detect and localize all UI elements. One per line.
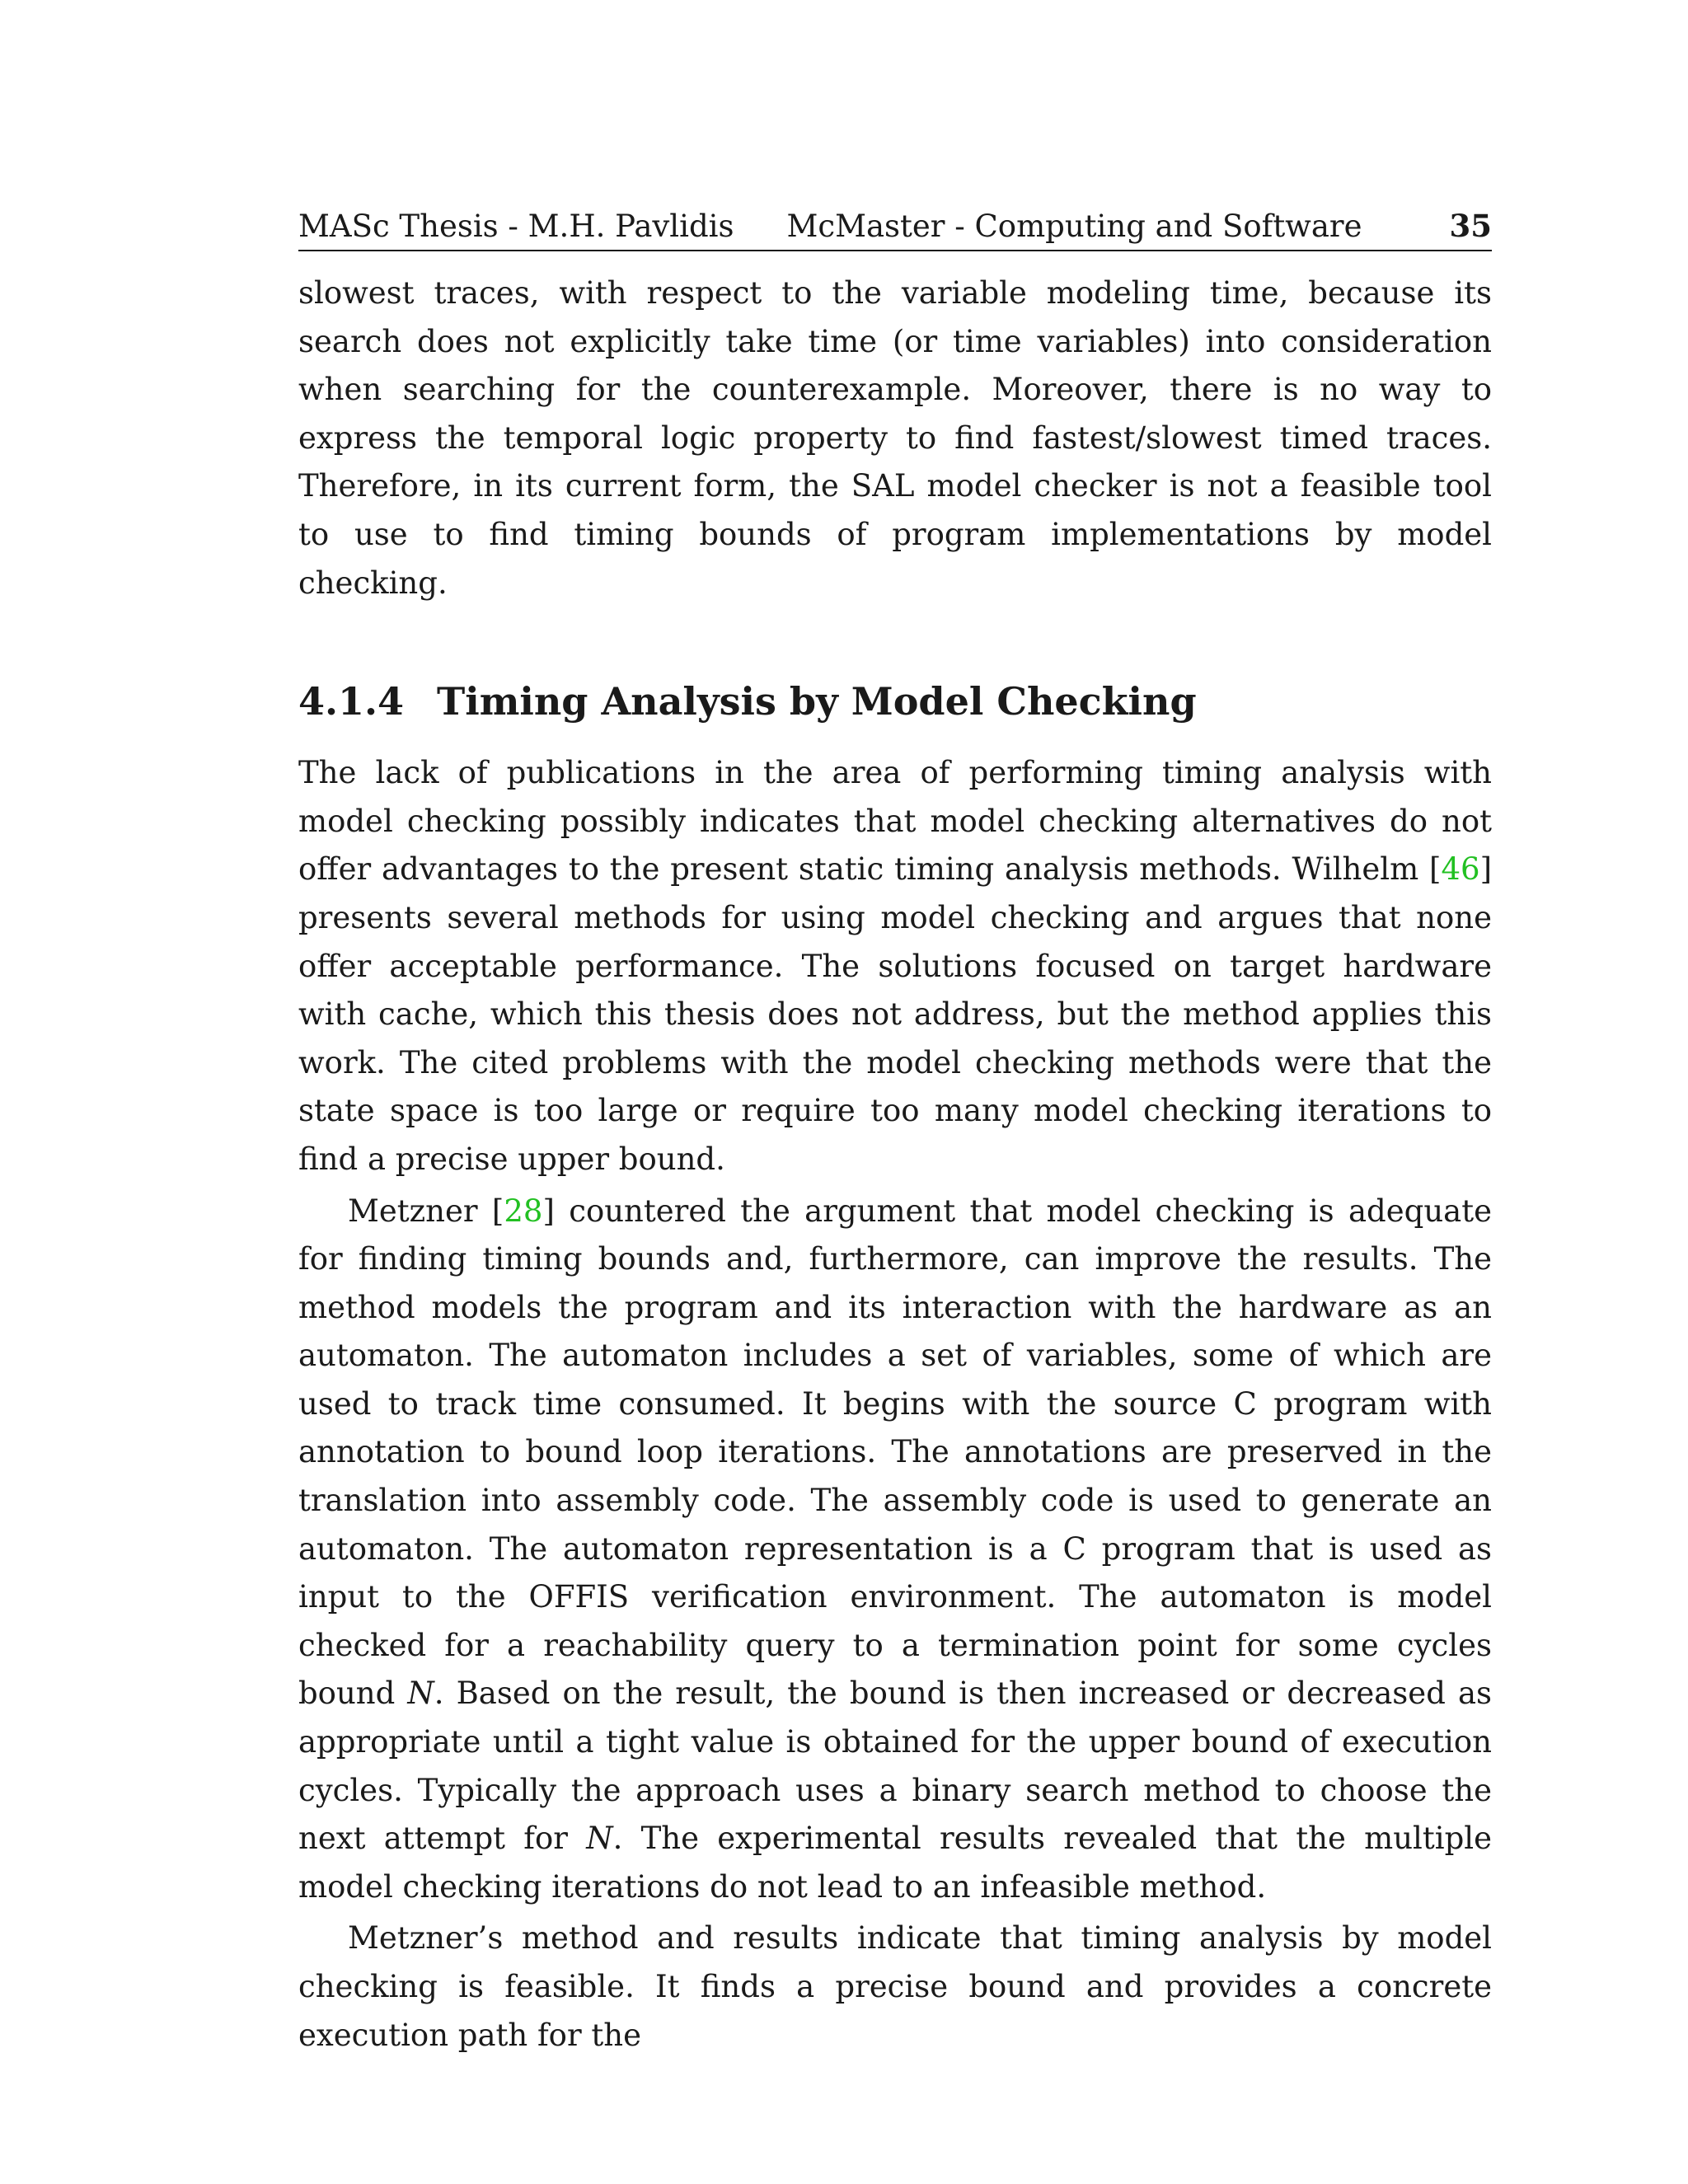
header-department: McMaster - Computing and Software bbox=[786, 209, 1362, 244]
paragraph-1: slowest traces, with respect to the variable modeling time, because its search does not explicitly take time (or time variables) into consideration when searching for the counterexample. Moreover, there is no way to express the temporal logic property to find fastest/slowest timed traces. Therefore, in its current form, the SAL model checker is not a feasible tool to use to find timing bounds of program implementations by model checking. bbox=[298, 275, 1492, 601]
paragraph-3 bbox=[298, 1188, 1492, 1912]
math-variable: N bbox=[407, 1675, 434, 1712]
citation-link[interactable]: 46 bbox=[1441, 851, 1480, 888]
paragraph-3-text-c: . Based on the result, the bound is then increased or decreased as appropriate until a tight value is obtained for the upper bound of execution cycles. Typically the approach uses a binary search method to choose the next attempt for bbox=[298, 1675, 1492, 1857]
section-number: 4.1.4 bbox=[298, 679, 405, 724]
paragraph-2-text-b: ] presents several methods for using model checking and argues that none offer acceptable performance. The solutions focused on target hardware with cache, which this thesis does not address, but the method applies this work. The cited problems with the model checking methods were that the state space is too large or require too many model checking iterations to find a precise upper bound. bbox=[298, 851, 1492, 1177]
paragraph-4: Metzner’s method and results indicate that timing analysis by model checking is feasible. It finds a precise bound and provides a concrete execution path for the bbox=[298, 1920, 1492, 2053]
running-head bbox=[298, 206, 1492, 251]
paragraph-3-text-d: . The experimental results revealed that the multiple model checking iterations do not lead to an infeasible method. bbox=[298, 1821, 1493, 1905]
paragraph-3-text-b: ] countered the argument that model checking is adequate for finding timing bounds and, furthermore, can improve the results. The method models the program and its interaction with the hardware as an automaton. The automaton includes a set of variables, some of which are used to track time consumed. It begins with the source C program with annotation to bound loop iterations. The annotations are preserved in the translation into assembly code. The assembly code is used to generate an automaton. The automaton representation is a C program that is used as input to the OFFIS verification environment. The automaton is model checked for a reachability query to a termination point for some cycles bound bbox=[298, 1193, 1492, 1712]
header-author: MASc Thesis - M.H. Pavlidis bbox=[298, 209, 734, 244]
body-text bbox=[298, 269, 1492, 2060]
paragraph-2-text-a: The lack of publications in the area of performing timing analysis with model checking possibly indicates that model checking alternatives do not offer advantages to the present static timing analysis methods. Wilhelm [ bbox=[298, 755, 1492, 888]
citation-link[interactable]: 28 bbox=[504, 1193, 543, 1229]
paragraph-3-text-a: Metzner [ bbox=[348, 1193, 504, 1229]
section-heading bbox=[298, 677, 1492, 726]
page bbox=[298, 206, 1492, 2060]
paragraph-2 bbox=[298, 749, 1492, 1183]
math-variable: N bbox=[586, 1821, 613, 1857]
section-title: Timing Analysis by Model Checking bbox=[437, 679, 1197, 724]
page-number: 35 bbox=[1449, 208, 1492, 244]
